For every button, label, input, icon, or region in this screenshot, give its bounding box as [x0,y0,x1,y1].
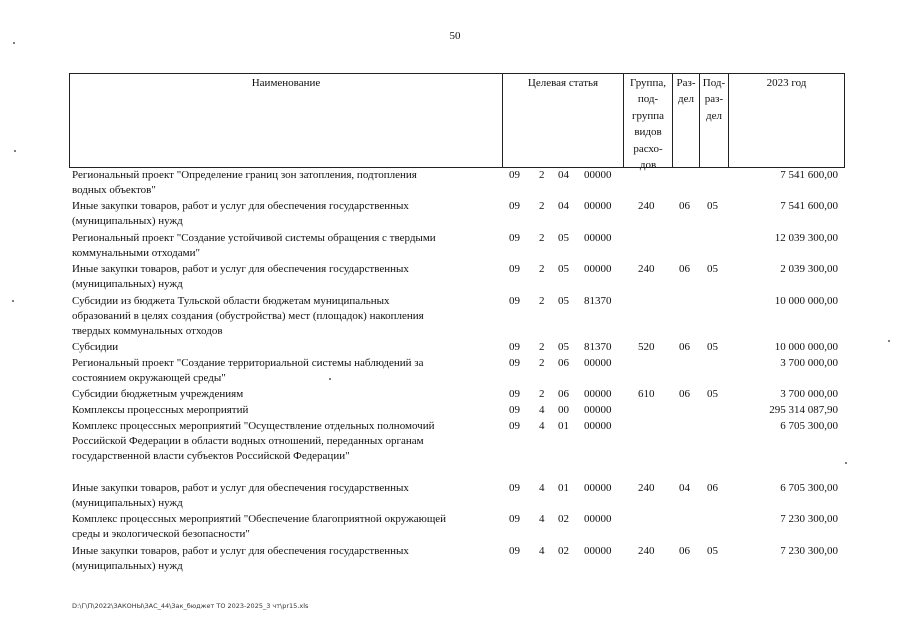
target-article-part-4: 00000 [584,200,612,212]
target-article-part-2: 4 [539,420,545,432]
section-code: 06 [679,200,690,212]
section-code: 06 [679,341,690,353]
target-article-part-2: 4 [539,404,545,416]
amount-2023: 7 541 600,00 [780,200,838,212]
target-article-part-3: 05 [558,232,569,244]
target-article-part-3: 06 [558,357,569,369]
target-article-part-4: 00000 [584,232,612,244]
row-name: Иные закупки товаров, работ и услуг для обеспечения государственных (муниципальных) нужд [72,482,409,510]
subsection-code: 05 [707,341,718,353]
subsection-code: 05 [707,263,718,275]
target-article-part-2: 2 [539,388,545,400]
expense-group: 240 [638,545,655,557]
section-code: 06 [679,388,690,400]
target-article-part-4: 00000 [584,545,612,557]
target-article-part-4: 00000 [584,388,612,400]
expense-group: 240 [638,200,655,212]
target-article-part-3: 05 [558,295,569,307]
target-article-part-2: 2 [539,169,545,181]
amount-2023: 12 039 300,00 [774,232,838,244]
subsection-code: 06 [707,482,718,494]
target-article-part-4: 00000 [584,169,612,181]
target-article-part-1: 09 [509,420,520,432]
scan-speck [888,340,890,342]
row-name: Иные закупки товаров, работ и услуг для обеспечения государственных (муниципальных) нужд [72,545,409,573]
section-code: 04 [679,482,690,494]
target-article-part-1: 09 [509,513,520,525]
target-article-part-1: 09 [509,263,520,275]
header-year: 2023 год [766,77,807,89]
row-name: Региональный проект "Создание устойчивой системы обращения с твердыми коммунальными отходами" [72,232,436,260]
amount-2023: 7 230 300,00 [780,513,838,525]
target-article-part-4: 81370 [584,295,612,307]
row-name: Комплекс процессных мероприятий "Обеспечение благоприятной окружающей среды и экологической безопасности" [72,513,447,541]
section-code: 06 [679,545,690,557]
target-article-part-2: 2 [539,357,545,369]
row-name: Субсидии бюджетным учреждениям [72,388,244,400]
header-subsection: Под- раз- дел [700,74,729,167]
page-number: 50 [449,30,461,42]
target-article-part-4: 00000 [584,513,612,525]
target-article-part-3: 05 [558,341,569,353]
expense-group: 610 [638,388,655,400]
scan-speck [14,150,16,152]
subsection-code: 05 [707,200,718,212]
target-article-part-2: 4 [539,482,545,494]
target-article-part-1: 09 [509,169,520,181]
target-article-part-3: 02 [558,545,569,557]
expense-group: 520 [638,341,655,353]
target-article-part-3: 04 [558,200,569,212]
target-article-part-1: 09 [509,482,520,494]
target-article-part-2: 2 [539,341,545,353]
target-article-part-3: 06 [558,388,569,400]
scan-speck [12,300,14,302]
header-name: Наименование [70,74,503,167]
amount-2023: 2 039 300,00 [780,263,838,275]
target-article-part-4: 00000 [584,482,612,494]
target-article-part-1: 09 [509,388,520,400]
row-name: Иные закупки товаров, работ и услуг для обеспечения государственных (муниципальных) нужд [72,200,409,228]
target-article-part-3: 05 [558,263,569,275]
row-name: Комплекс процессных мероприятий "Осуществление отдельных полномочий Российской Федерации в области водных отношений, переданных органам государственной власти субъектов Российской Федерации" [72,420,435,463]
target-article-part-1: 09 [509,404,520,416]
subsection-code: 05 [707,545,718,557]
target-article-part-4: 81370 [584,341,612,353]
target-article-part-1: 09 [509,232,520,244]
expense-group: 240 [638,482,655,494]
header-target-article: Целевая статья [503,74,624,167]
footer-file-path: D:\Г\П\2022\ЗАКОНЫ\ЗАС_44\Зак_бюджет ТО 2023-2025_3 чт\pr15.xls [72,602,309,610]
target-article-part-1: 09 [509,341,520,353]
target-article-part-4: 00000 [584,357,612,369]
amount-2023: 7 230 300,00 [780,545,838,557]
target-article-part-2: 2 [539,263,545,275]
target-article-part-4: 00000 [584,263,612,275]
amount-2023: 295 314 087,90 [769,404,838,416]
scan-speck [13,42,15,44]
amount-2023: 10 000 000,00 [774,341,838,353]
header-group: Группа, под- группа видов расхо- дов [624,74,673,167]
target-article-part-3: 01 [558,420,569,432]
target-article-part-2: 4 [539,513,545,525]
amount-2023: 3 700 000,00 [780,388,838,400]
table-header [69,73,845,172]
target-article-part-1: 09 [509,295,520,307]
scan-speck [845,462,847,464]
amount-2023: 10 000 000,00 [774,295,838,307]
target-article-part-3: 04 [558,169,569,181]
target-article-part-2: 2 [539,232,545,244]
target-article-part-4: 00000 [584,404,612,416]
section-code: 06 [679,263,690,275]
target-article-part-3: 02 [558,513,569,525]
subsection-code: 05 [707,388,718,400]
expense-group: 240 [638,263,655,275]
row-name: Региональный проект "Определение границ зон затопления, подтопления водных объектов" [72,169,417,197]
header-section: Раз- дел [673,74,700,167]
row-name: Региональный проект "Создание территориальной системы наблюдений за состоянием окружающей среды" [72,357,424,385]
target-article-part-1: 09 [509,545,520,557]
amount-2023: 7 541 600,00 [780,169,838,181]
target-article-part-1: 09 [509,357,520,369]
amount-2023: 6 705 300,00 [780,482,838,494]
target-article-part-2: 2 [539,295,545,307]
target-article-part-4: 00000 [584,420,612,432]
target-article-part-3: 00 [558,404,569,416]
amount-2023: 3 700 000,00 [780,357,838,369]
target-article-part-3: 01 [558,482,569,494]
row-name: Субсидии [72,341,119,353]
row-name: Субсидии из бюджета Тульской области бюджетам муниципальных образований в целях создания (обустройства) мест (площадок) накопления твердых коммунальных отходов [72,295,424,338]
target-article-part-2: 4 [539,545,545,557]
scan-speck [329,378,331,380]
target-article-part-1: 09 [509,200,520,212]
row-name: Комплексы процессных мероприятий [72,404,249,416]
amount-2023: 6 705 300,00 [780,420,838,432]
row-name: Иные закупки товаров, работ и услуг для обеспечения государственных (муниципальных) нужд [72,263,409,291]
target-article-part-2: 2 [539,200,545,212]
